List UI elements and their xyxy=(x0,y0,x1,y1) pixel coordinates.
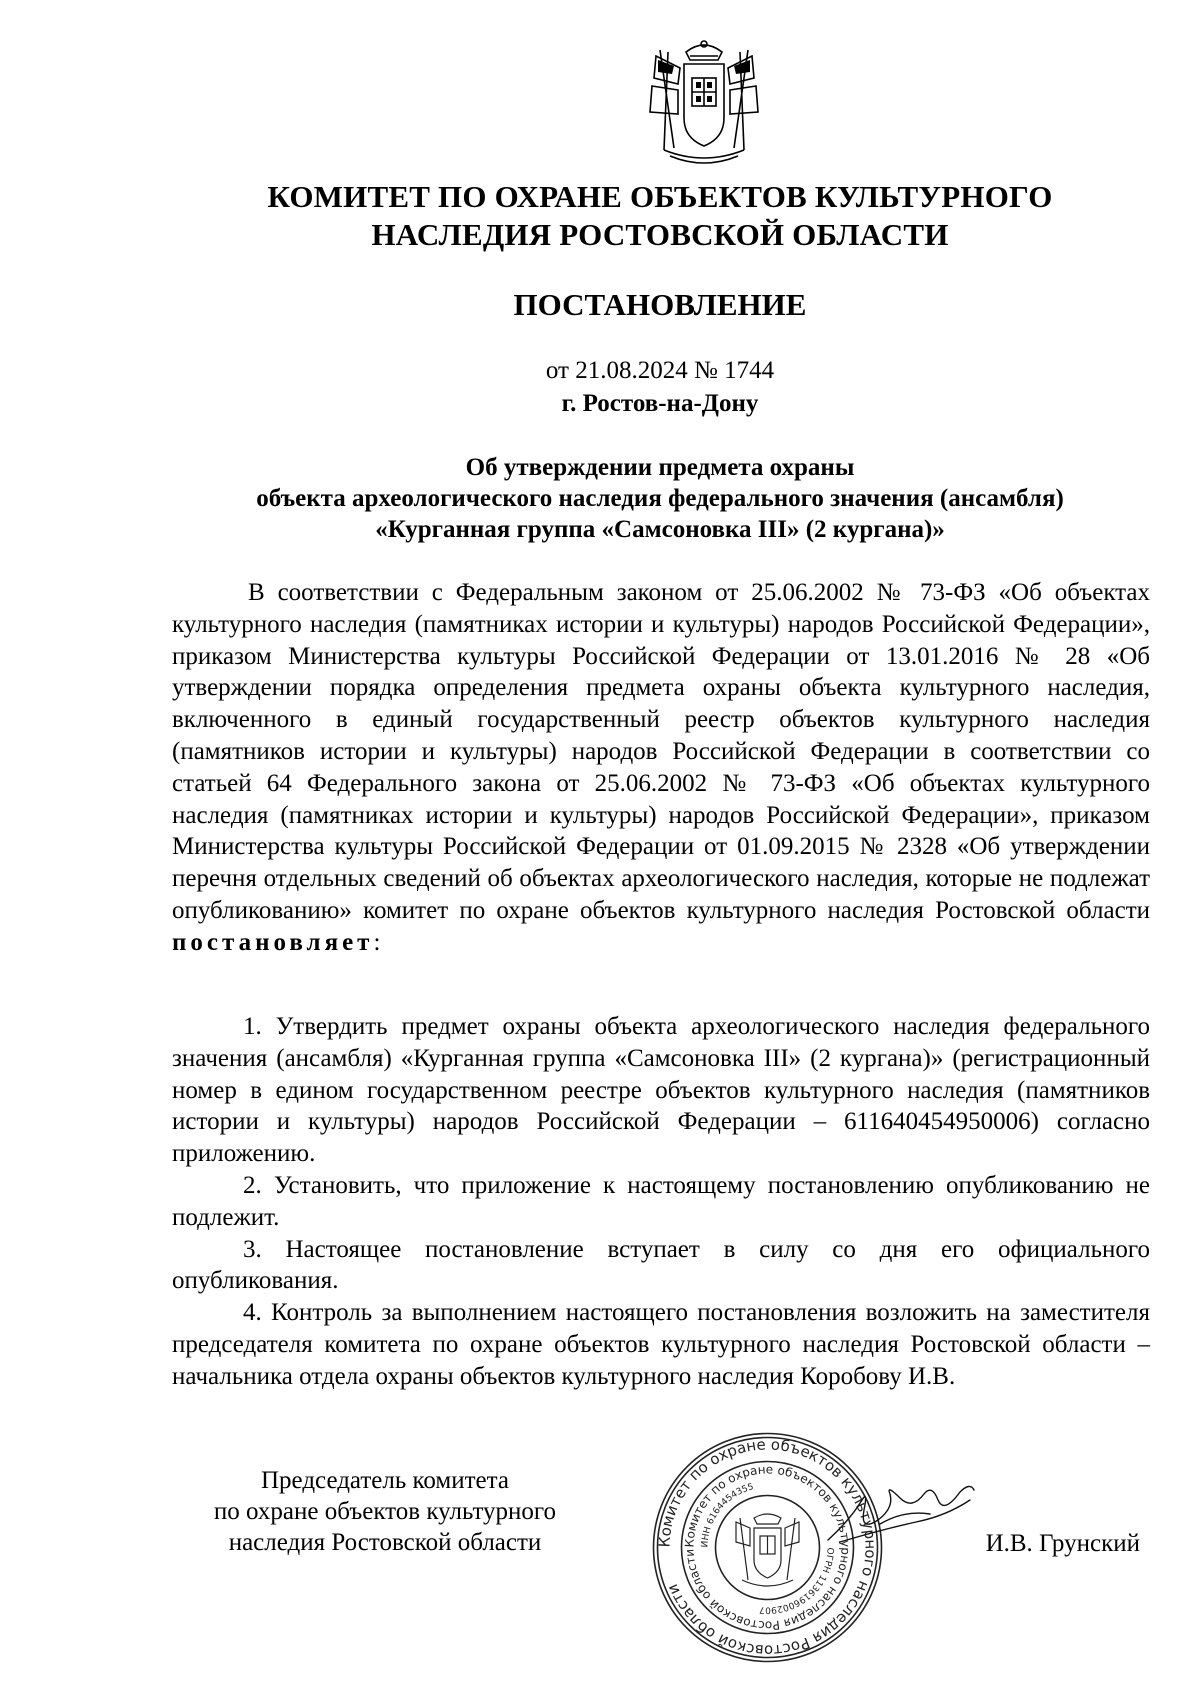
resolution-items xyxy=(172,1011,1150,1393)
preamble-text: В соответствии с Федеральным законом от 25.06.2002 № 73-ФЗ «Об объектах культурного наследия (памятниках истории и культуры) народов Российской Федерации», приказом Министерства культуры Российской Федерации от 13.01.2016 № 28 «Об утверждении порядка определения предмета охраны объекта культурного наследия, включенного в единый государственный реестр объектов культурного наследия (памятников истории и культуры) народов Российской Федерации в соответствии со статьей 64 Федерального закона от 25.06.2002 № 73-ФЗ «Об объектах культурного наследия (памятниках истории и культуры) народов Российской Федерации», приказом Министерства культуры Российской Федерации от 01.09.2015 № 2328 «Об утверждении перечня отдельных сведений об объектах археологического наследия, которые не подлежат опубликованию» комитет по охране объектов культурного наследия Ростовской области xyxy=(172,579,1150,924)
preamble xyxy=(172,577,1150,959)
resolution-item-4: 4. Контроль за выполнением настоящего постановления возложить на заместителя председателя комитета по охране объектов культурного наследия Ростовской области – начальника отдела охраны объектов культурного наследия Коробову И.В. xyxy=(172,1299,1150,1390)
organization-name xyxy=(160,178,1160,254)
org-line-2: НАСЛЕДИЯ РОСТОВСКОЙ ОБЛАСТИ xyxy=(371,217,949,252)
city: г. Ростов-на-Дону xyxy=(561,390,759,417)
date-number: от 21.08.2024 № 1744 xyxy=(545,357,775,384)
resolution-item-3: 3. Настоящее постановление вступает в силу со дня его официального опубликования. xyxy=(172,1235,1150,1295)
document-type: ПОСТАНОВЛЕНИЕ xyxy=(513,287,807,322)
title-line-2: объекта археологического наследия федерального значения (ансамбля) xyxy=(256,485,1064,512)
org-line-1: КОМИТЕТ ПО ОХРАНЕ ОБЪЕКТОВ КУЛЬТУРНОГО xyxy=(267,179,1053,214)
seal-inn: ИНН 6164454355 xyxy=(700,1482,755,1548)
title-line-1: Об утверждении предмета охраны xyxy=(465,454,855,481)
preamble-paragraph xyxy=(172,577,1150,959)
position-line-2: по охране объектов культурного xyxy=(213,1498,557,1525)
seal-outer-text: Комитет по охране объектов культурного наследия Ростовской области xyxy=(655,1435,880,1660)
seal-ogrn: ОГРН 1136196002907 xyxy=(758,1547,835,1615)
resolution-item-1: 1. Утвердить предмет охраны объекта археологического наследия федерального значения (ансамбля) «Курганная группа «Самсоновка III» (2 кургана)» (регистрационный номер в едином государственном реестре объектов культурного наследия (памятников истории и культуры) народов Российской Федерации – 611640454950006) согласно приложению. xyxy=(172,1013,1150,1168)
signatory-name: И.В. Грунский xyxy=(985,1530,1140,1557)
document-title xyxy=(160,452,1160,545)
position-line-1: Председатель комитета xyxy=(261,1467,509,1494)
title-line-3: «Курганная группа «Самсоновка III» (2 кургана)» xyxy=(375,516,945,543)
position-line-3: наследия Ростовской области xyxy=(228,1529,542,1556)
resolves-verb: постановляет xyxy=(172,928,374,956)
signatory-position xyxy=(160,1465,610,1558)
seal-inner-text: Комитет по охране объектов культурного наследия Ростовской области xyxy=(682,1462,853,1633)
coat-of-arms-icon xyxy=(634,38,774,170)
resolution-item-2: 2. Установить, что приложение к настоящему постановлению опубликованию не подлежит. xyxy=(172,1171,1150,1231)
preamble-tail: : xyxy=(373,928,381,956)
